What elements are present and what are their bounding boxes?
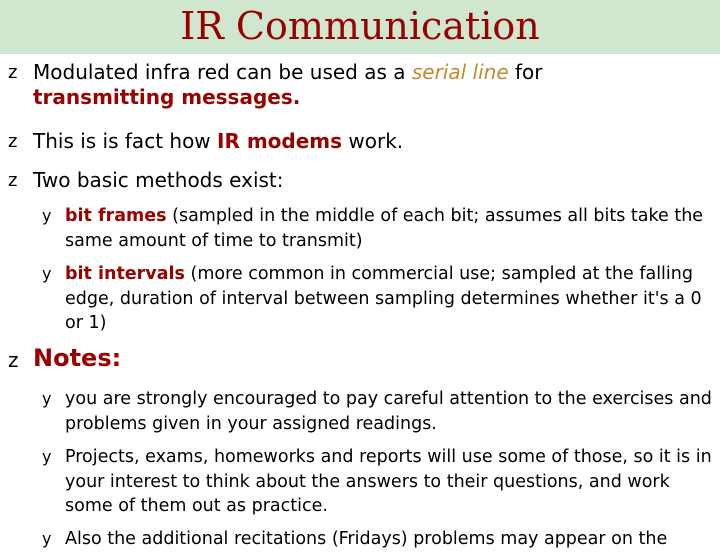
emphasis-serial-line: serial line (411, 60, 509, 84)
sub-bullet-bit-intervals (42, 262, 714, 336)
bullet-icon: z (8, 170, 18, 191)
sub-bullet-bit-frames (42, 204, 714, 253)
bullet-text: Two basic methods exist: (33, 168, 284, 192)
note-text: Also the additional recitations (Fridays) problems may appear on the (65, 529, 668, 549)
text-segment: (sampled in the middle of each bit; assumes all bits take the same amount of time to transmit) (65, 206, 704, 251)
note-item-1 (42, 387, 714, 436)
note-text: Projects, exams, homeworks and reports will use some of those, so it is in your interest to think about the answers to their questions, and work some of them out as practice. (65, 447, 712, 516)
bold-text: transmitting messages. (33, 85, 301, 109)
sub-bullet-icon: y (42, 447, 52, 466)
text-segment: Modulated infra red can be used as a (33, 60, 412, 84)
bold-text: bit intervals (65, 264, 185, 284)
bullet-point-3 (8, 168, 708, 193)
sub-bullet-icon: y (42, 389, 52, 408)
note-item-3 (42, 527, 714, 552)
bold-text: bit frames (65, 206, 167, 226)
note-text: you are strongly encouraged to pay careful attention to the exercises and problems given in your assigned readings. (65, 389, 712, 434)
text-segment: This is is fact how (33, 129, 218, 153)
text-segment: work. (342, 129, 404, 153)
bold-text: IR modems (217, 129, 343, 153)
sub-bullet-text (65, 262, 714, 336)
sub-bullet-icon: y (42, 529, 52, 548)
notes-heading-row (8, 346, 708, 371)
bullet-text (33, 129, 708, 154)
bullet-icon: z (8, 348, 19, 372)
notes-heading: Notes: (33, 344, 122, 372)
sub-bullet-text (65, 204, 714, 253)
sub-bullet-icon: y (42, 206, 52, 225)
bullet-icon: z (8, 62, 18, 83)
note-item-2 (42, 445, 714, 519)
text-segment: for (508, 60, 543, 84)
text-segment: (more common in commercial use; sampled at the falling edge, duration of interval between sampling determines whether it's a 0 or 1) (65, 264, 702, 333)
slide-title: IR Communication (180, 4, 540, 48)
bullet-point-2 (8, 129, 708, 154)
bullet-text (33, 60, 708, 110)
bullet-icon: z (8, 131, 18, 152)
bullet-point-1 (8, 60, 708, 110)
sub-bullet-icon: y (42, 264, 52, 283)
